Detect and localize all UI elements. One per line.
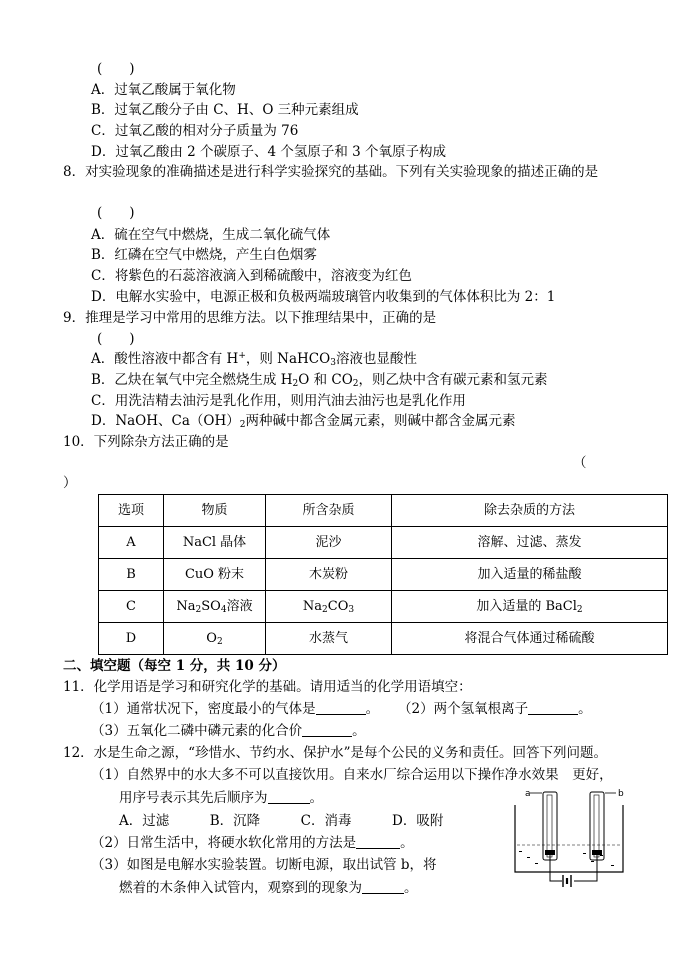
q12-part1-line2: 用序号表示其先后顺序为 。 [119, 790, 323, 806]
table-header: 选项 [99, 495, 164, 527]
q7-option-b: B．过氧乙酸分子由 C、H、O 三种元素组成 [91, 102, 359, 118]
answer-blank[interactable] [356, 834, 400, 849]
q9-bracket: ( ) [97, 331, 135, 347]
answer-blank[interactable] [362, 879, 404, 894]
table-row [99, 559, 668, 591]
table-cell: 加入适量的 BaCl$_2$ [392, 591, 668, 623]
table-cell: NaCl 晶体 [164, 527, 266, 559]
q7-option-d: D．过氧乙酸由 2 个碳原子、4 个氢原子和 3 个氧原子构成 [91, 144, 447, 160]
q11-part1: （1）通常状况下，密度最小的气体是 。 [91, 701, 380, 717]
table-row [99, 527, 668, 559]
q9-stem: 9．推理是学习中常用的思维方法。以下推理结果中，正确的是 [63, 310, 437, 326]
test-tube-b [590, 792, 604, 860]
q8-option-d: D．电解水实验中，电源正极和负极两端玻璃管内收集到的气体体积比为 2：1 [91, 289, 556, 305]
label-b: b [618, 789, 624, 799]
table-cell: $Na_2SO_4$溶液 [164, 591, 266, 623]
q8-bracket: ( ) [97, 205, 135, 221]
table-row [99, 591, 668, 623]
q7-option-a: A．过氧乙酸属于氧化物 [91, 82, 236, 98]
q8-option-c: C．将紫色的石蕊溶液滴入到稀硫酸中，溶液变为红色 [91, 268, 412, 284]
table-cell: $O_2$ [164, 623, 266, 655]
table-header: 物质 [164, 495, 266, 527]
test-tube-a [543, 792, 557, 860]
answer-blank[interactable] [528, 700, 578, 715]
table-cell: 木炭粉 [266, 559, 392, 591]
q8-stem: 8．对实验现象的准确描述是进行科学实验探究的基础。下列有关实验现象的描述正确的是 [63, 164, 599, 180]
q12-part2: （2）日常生活中，将硬水软化常用的方法是 。 [91, 835, 414, 851]
q7-bracket: ( ) [97, 61, 135, 77]
answer-blank[interactable] [268, 789, 310, 804]
table-header: 除去杂质的方法 [392, 495, 668, 527]
table-cell: CuO 粉末 [164, 559, 266, 591]
table-cell: 将混合气体通过稀硫酸 [392, 623, 668, 655]
q11-part3: （3）五氧化二磷中磷元素的化合价 。 [91, 723, 366, 739]
table-header-row [99, 495, 668, 527]
table-header: 所含杂质 [266, 495, 392, 527]
q12-stem: 12．水是生命之源，“珍惜水、节约水、保护水”是每个公民的义务和责任。回答下列问题。 [63, 745, 607, 761]
q10-stem: 10．下列除杂方法正确的是 [63, 434, 229, 450]
q9-option-b: B．乙炔在氧气中完全燃烧生成 $H_2O$ 和 $CO_2$，则乙炔中含有碳元素和氢元素 [91, 372, 548, 389]
q9-option-c: C．用洗洁精去油污是乳化作用，则用汽油去油污也是乳化作用 [91, 393, 466, 409]
q8-option-a: A．硫在空气中燃烧，生成二氧化硫气体 [91, 227, 331, 243]
table-cell: 泥沙 [266, 527, 392, 559]
table-cell: B [99, 559, 164, 591]
answer-blank[interactable] [302, 722, 352, 737]
answer-blank[interactable] [316, 700, 366, 715]
water-trough [515, 805, 623, 872]
table-row [99, 623, 668, 655]
q9-option-a: A．酸性溶液中都含有 H+，则 NaHCO$_3$溶液也显酸性 [91, 351, 417, 368]
electrolysis-apparatus-diagram [505, 787, 635, 892]
q10-bracket-open: （ [573, 455, 587, 471]
label-a: a [525, 789, 531, 799]
q11-stem: 11．化学用语是学习和研究化学的基础。请用适当的化学用语填空： [63, 679, 472, 695]
q11-part2: （2）两个氢氧根离子 。 [398, 701, 592, 717]
q10-bracket-close: ） [63, 475, 77, 491]
table-cell: $Na_2CO_3$ [266, 591, 392, 623]
table-cell: D [99, 623, 164, 655]
q9-option-d: D．NaOH、$Ca(OH)_2$两种碱中都含金属元素，则碱中都含金属元素 [91, 413, 516, 430]
table-cell: 溶解、过滤、蒸发 [392, 527, 668, 559]
electrode-a [545, 850, 555, 855]
q8-option-b: B．红磷在空气中燃烧，产生白色烟雾 [91, 247, 317, 263]
q7-option-c: C．过氧乙酸的相对分子质量为 76 [91, 123, 299, 139]
q12-part3: （3）如图是电解水实验装置。切断电源，取出试管 b，将 [91, 857, 437, 873]
electrode-b [592, 850, 602, 855]
q10-table [98, 494, 668, 655]
q12-options: A．过滤 B．沉降 C．消毒 D．吸附 [119, 813, 444, 829]
table-cell: C [99, 591, 164, 623]
q12-part3-line2: 燃着的木条伸入试管内，观察到的现象为 。 [119, 880, 418, 896]
table-cell: A [99, 527, 164, 559]
q12-part1: （1）自然界中的水大多不可以直接饮用。自来水厂综合运用以下操作净水效果 更好， [91, 767, 613, 783]
section-title: 二、填空题（每空 1 分，共 10 分） [63, 658, 286, 674]
table-cell: 加入适量的稀盐酸 [392, 559, 668, 591]
table-cell: 水蒸气 [266, 623, 392, 655]
